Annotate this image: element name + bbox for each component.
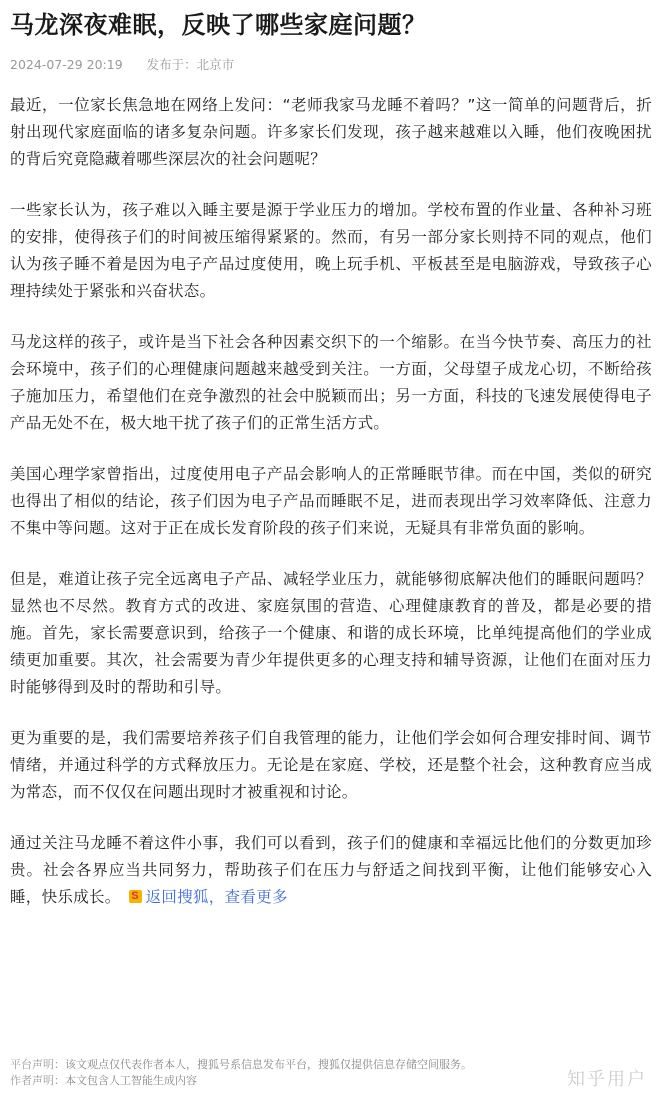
publish-location: 发布于：北京市 bbox=[146, 57, 235, 72]
platform-statement-label: 平台声明： bbox=[10, 1058, 65, 1071]
publish-date: 2024-07-29 20:19 bbox=[10, 57, 123, 72]
paragraph-6: 更为重要的是，我们需要培养孩子们自我管理的能力，让他们学会如何合理安排时间、调节情绪，并通过科学的方式释放压力。无论是在家庭、学校，还是整个社会，这种教育应当成为常态，而不仅仅在问题出现时才被重视和讨论。 bbox=[10, 729, 652, 801]
paragraph-7 bbox=[10, 830, 652, 911]
paragraph-7-text: 通过关注马龙睡不着这件小事，我们可以看到，孩子们的健康和幸福远比他们的分数更加珍贵。社会各界应当共同努力，帮助孩子们在压力与舒适之间找到平衡，让他们能够安心入睡，快乐成长。 bbox=[10, 834, 652, 906]
author-statement-text: 本文包含人工智能生成内容 bbox=[65, 1074, 197, 1087]
platform-statement bbox=[10, 1057, 472, 1073]
paragraph-2: 一些家长认为，孩子难以入睡主要是源于学业压力的增加。学校布置的作业量、各种补习班的安排，使得孩子们的时间被压缩得紧紧的。然而，有另一部分家长则持不同的观点，他们认为孩子睡不着是因为电子产品过度使用，晚上玩手机、平板甚至是电脑游戏，导致孩子心理持续处于紧张和兴奋状态。 bbox=[10, 201, 652, 300]
paragraph-3: 马龙这样的孩子，或许是当下社会各种因素交织下的一个缩影。在当今快节奏、高压力的社会环境中，孩子们的心理健康问题越来越受到关注。一方面，父母望子成龙心切，不断给孩子施加压力，希望他们在竞争激烈的社会中脱颖而出；另一方面，科技的飞速发展使得电子产品无处不在，极大地干扰了孩子们的正常生活方式。 bbox=[10, 333, 652, 432]
author-statement bbox=[10, 1073, 472, 1089]
back-to-sohu-link[interactable] bbox=[129, 888, 288, 906]
footer-disclaimers bbox=[10, 1057, 472, 1089]
article-body bbox=[10, 92, 652, 911]
sohu-logo-icon bbox=[129, 890, 142, 903]
article-title: 马龙深夜难眠，反映了哪些家庭问题？ bbox=[10, 11, 427, 39]
paragraph-5: 但是，难道让孩子完全远离电子产品、减轻学业压力，就能够彻底解决他们的睡眠问题吗？显然也不尽然。教育方式的改进、家庭氛围的营造、心理健康教育的普及，都是必要的措施。首先，家长需要意识到，给孩子一个健康、和谐的成长环境，比单纯提高他们的学业成绩更加重要。其次，社会需要为青少年提供更多的心理支持和辅导资源，让他们在面对压力时能够得到及时的帮助和引导。 bbox=[10, 570, 652, 696]
paragraph-1: 最近，一位家长焦急地在网络上发问：“老师我家马龙睡不着吗？”这一简单的问题背后，折射出现代家庭面临的诸多复杂问题。许多家长们发现，孩子越来越难以入睡，他们夜晚困扰的背后究竟隐藏着哪些深层次的社会问题呢？ bbox=[10, 96, 652, 168]
author-statement-label: 作者声明： bbox=[10, 1074, 65, 1087]
article-meta bbox=[10, 56, 652, 74]
back-to-sohu-label: 返回搜狐，查看更多 bbox=[145, 888, 288, 906]
paragraph-4: 美国心理学家曾指出，过度使用电子产品会影响人的正常睡眠节律。而在中国，类似的研究也得出了相似的结论，孩子们因为电子产品而睡眠不足，进而表现出学习效率降低、注意力不集中等问题。这对于正在成长发育阶段的孩子们来说，无疑具有非常负面的影响。 bbox=[10, 465, 652, 537]
zhihu-watermark: 知乎用户 bbox=[567, 1069, 647, 1090]
article bbox=[10, 0, 652, 935]
platform-statement-text: 该文观点仅代表作者本人，搜狐号系信息发布平台，搜狐仅提供信息存储空间服务。 bbox=[65, 1058, 472, 1071]
